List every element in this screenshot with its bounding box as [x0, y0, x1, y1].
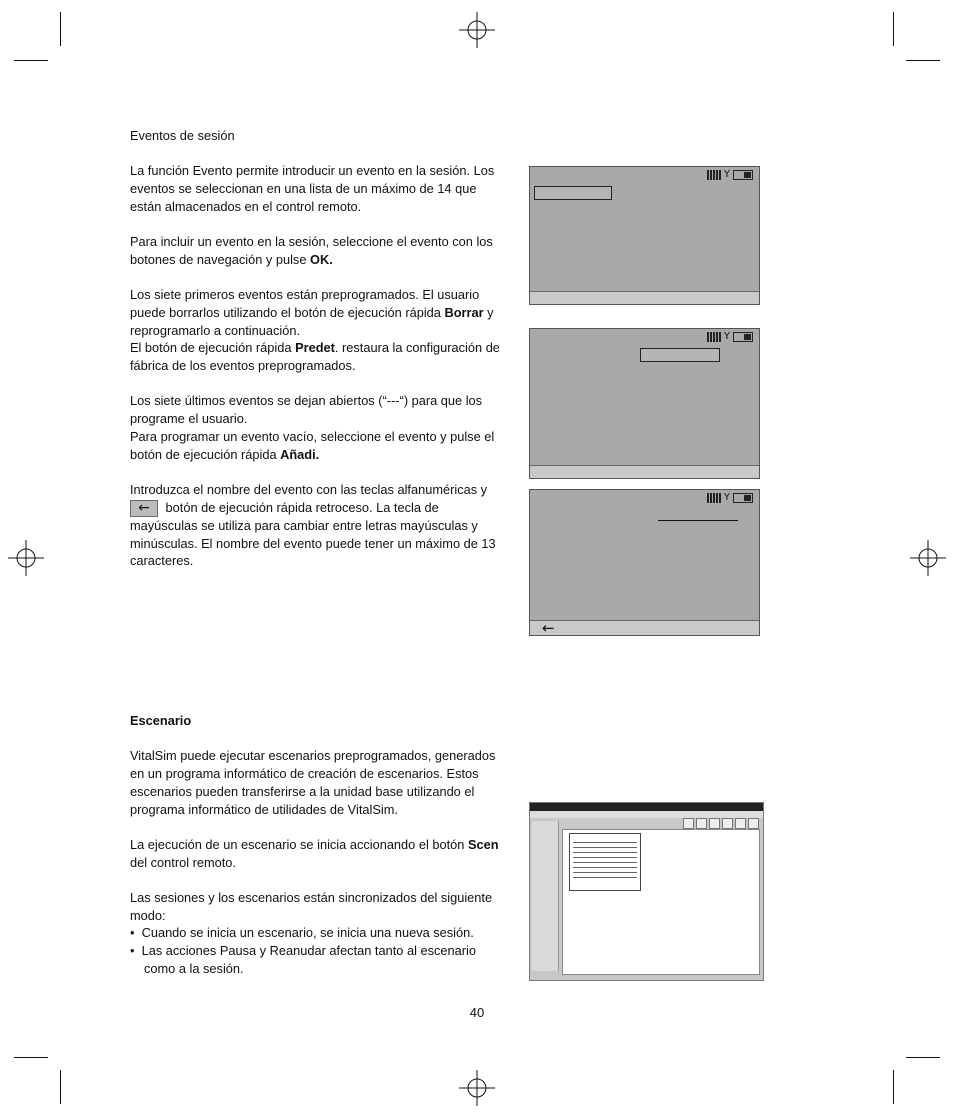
menu-bar — [530, 811, 763, 818]
signal-bars-icon — [707, 170, 721, 180]
list-item: • Las acciones Pausa y Reanudar afectan tanto al escenario como a la sesión. — [130, 943, 476, 976]
tool-panel — [532, 821, 559, 971]
window-titlebar — [530, 803, 763, 811]
status-bar — [707, 170, 753, 180]
paragraph: Introduzca el nombre del evento con las teclas alfanuméricas y — [130, 481, 488, 497]
scenario-software-screenshot — [529, 802, 764, 981]
paragraph: La función Evento permite introducir un evento en la sesión. Los eventos se seleccionan en una lista de un máximo de 14 que están almacenados en el control remoto. — [130, 163, 495, 214]
text: La ejecución de un escenario se inicia accionando el botón — [130, 836, 468, 852]
scenario-dialog — [569, 833, 641, 891]
registration-mark-icon — [910, 540, 946, 576]
crop-mark — [14, 1057, 48, 1058]
registration-mark-icon — [459, 1070, 495, 1106]
paragraph: Las sesiones y los escenarios están sincronizados del siguiente modo: — [130, 889, 493, 923]
remote-screen-1 — [529, 166, 760, 305]
key-label: Scen — [467, 836, 499, 852]
softkey-bar — [530, 465, 759, 478]
page-number: 40 — [469, 1005, 485, 1020]
key-label: Borrar — [444, 304, 484, 320]
text: . restaura la configuración de fábrica de los eventos preprogramados. — [130, 340, 500, 374]
selected-event-highlight — [534, 186, 612, 200]
scenario-canvas — [562, 829, 760, 975]
paragraph — [130, 428, 502, 463]
antenna-icon: Y — [723, 492, 730, 503]
battery-icon — [733, 493, 753, 503]
text: El botón de ejecución rápida — [130, 340, 296, 356]
key-label: OK. — [310, 251, 333, 267]
selected-event-highlight — [640, 348, 720, 362]
section-heading: Eventos de sesión — [130, 128, 235, 143]
signal-bars-icon — [707, 493, 721, 503]
crop-mark — [60, 1070, 61, 1104]
status-bar — [707, 332, 753, 342]
antenna-icon: Y — [723, 331, 730, 342]
section-escenario — [130, 712, 502, 978]
paragraph — [130, 286, 502, 339]
battery-icon — [733, 332, 753, 342]
paragraph — [130, 836, 502, 871]
text: del control remoto. — [130, 854, 236, 870]
text: Los siete primeros eventos están preprogramados. El usuario puede borrarlos utilizando el botón de ejecución rápida — [130, 287, 480, 320]
text: Para programar un evento vacío, seleccione el evento y pulse el botón de ejecución rápida — [130, 428, 495, 462]
battery-icon — [733, 170, 753, 180]
crop-mark — [893, 1070, 894, 1104]
back-arrow-icon: ← — [542, 619, 555, 637]
paragraph: VitalSim puede ejecutar escenarios preprogramados, generados en un programa informático de creación de escenarios. Estos escenarios pueden transferirse a la unidad base utilizando el programa informático de utilidades de VitalSim. — [130, 748, 496, 817]
crop-mark — [906, 1057, 940, 1058]
text: Para incluir un evento en la sesión, seleccione el evento con los botones de navegación y pulse — [130, 234, 493, 267]
text: botón de ejecución rápida retroceso. La tecla de mayúsculas se utiliza para cambiar entre letras mayúsculas y minúsculas. El nombre del evento puede tener un máximo de 13 caracteres. — [130, 499, 496, 569]
paragraph: Los siete últimos eventos se dejan abiertos (“---“) para que los programe el usuario. — [130, 393, 483, 427]
text: y reprogramarlo a continuación. — [130, 304, 494, 338]
key-label: Añadi. — [280, 446, 320, 462]
key-label: Predet — [295, 340, 335, 356]
registration-mark-icon — [459, 12, 495, 48]
remote-screen-3 — [529, 489, 760, 636]
antenna-icon: Y — [723, 169, 730, 180]
crop-mark — [60, 12, 61, 46]
list-item: • Cuando se inicia un escenario, se inicia una nueva sesión. — [130, 925, 474, 941]
paragraph — [130, 499, 502, 570]
crop-mark — [906, 60, 940, 61]
section-eventos — [130, 127, 502, 570]
crop-mark — [14, 60, 48, 61]
softkey-bar — [530, 291, 759, 304]
crop-mark — [893, 12, 894, 46]
event-name-underline — [658, 520, 738, 521]
signal-bars-icon — [707, 332, 721, 342]
softkey-bar — [530, 620, 759, 635]
back-arrow-icon: ← — [130, 500, 158, 517]
paragraph — [130, 233, 502, 268]
text: Cuando se inicia un escenario, se inicia una nueva sesión. — [141, 925, 474, 941]
paragraph — [130, 339, 502, 374]
registration-mark-icon — [8, 540, 44, 576]
toolbar — [683, 818, 759, 829]
section-heading: Escenario — [130, 713, 192, 728]
text: Las acciones Pausa y Reanudar afectan tanto al escenario como a la sesión. — [141, 943, 476, 976]
remote-screen-2 — [529, 328, 760, 479]
status-bar — [707, 493, 753, 503]
